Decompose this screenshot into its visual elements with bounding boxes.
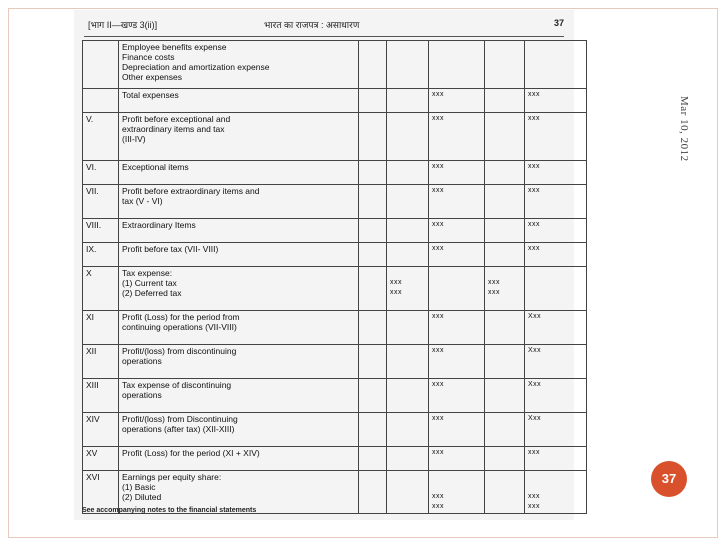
amount-value: xxx [432, 245, 444, 252]
particulars-line: Depreciation and amortization expense [122, 62, 270, 72]
table-row [83, 113, 587, 161]
row-particulars [119, 161, 359, 185]
row-note-cell [359, 113, 387, 161]
amount-value: xxx [432, 347, 444, 354]
particulars-line: (2) Deferred tax [122, 288, 182, 298]
slide-page-badge: 37 [651, 461, 687, 497]
particulars-line: Profit before tax (VII- VIII) [122, 244, 219, 254]
profit-loss-table [82, 40, 587, 514]
amount-cell-b [429, 379, 485, 413]
particulars-line: (III-IV) [122, 134, 146, 144]
amount-cell-b [429, 471, 485, 514]
particulars-line: (1) Basic [122, 482, 156, 492]
amount-cell-b [429, 89, 485, 113]
header-page-number: 37 [553, 18, 564, 28]
particulars-line: continuing operations (VII-VIII) [122, 322, 237, 332]
amount-cell-a [387, 267, 429, 311]
row-note-cell [359, 413, 387, 447]
row-particulars [119, 113, 359, 161]
amount-cell-d [525, 345, 587, 379]
amount-cell-d [525, 89, 587, 113]
particulars-line: Profit/(loss) from discontinuing [122, 346, 237, 356]
amount-cell-b [429, 447, 485, 471]
amount-cell-d [525, 471, 587, 514]
amount-cell-c [485, 161, 525, 185]
table-row [83, 161, 587, 185]
scan-header [88, 16, 564, 32]
amount-value: xxx [432, 493, 444, 500]
particulars-line: (1) Current tax [122, 278, 177, 288]
particulars-line: Profit before extraordinary items and [122, 186, 260, 196]
row-note-cell [359, 447, 387, 471]
amount-cell-a [387, 413, 429, 447]
row-note-cell [359, 89, 387, 113]
row-particulars [119, 379, 359, 413]
amount-cell-a [387, 185, 429, 219]
table-row [83, 447, 587, 471]
amount-cell-c [485, 41, 525, 89]
footnote: See accompanying notes to the financial statements [82, 507, 257, 514]
row-note-cell [359, 219, 387, 243]
amount-cell-a [387, 113, 429, 161]
amount-cell-c [485, 243, 525, 267]
row-note-cell [359, 185, 387, 219]
amount-cell-a [387, 219, 429, 243]
amount-cell-d [525, 243, 587, 267]
amount-cell-a [387, 89, 429, 113]
amount-value: xxx [528, 449, 540, 456]
row-note-cell [359, 379, 387, 413]
row-number: XI [83, 311, 119, 345]
table-row [83, 413, 587, 447]
amount-value: xxx [432, 449, 444, 456]
amount-cell-d [525, 413, 587, 447]
amount-cell-a [387, 41, 429, 89]
amount-cell-d [525, 311, 587, 345]
amount-cell-a [387, 345, 429, 379]
amount-cell-b [429, 243, 485, 267]
row-note-cell [359, 41, 387, 89]
slide-date: Mar 10, 2012 [678, 96, 690, 162]
particulars-line: Other expenses [122, 72, 183, 82]
particulars-line: Tax expense: [122, 268, 173, 278]
table-row [83, 243, 587, 267]
row-number: VI. [83, 161, 119, 185]
particulars-line: Profit/(loss) from Discontinuing [122, 414, 238, 424]
row-particulars [119, 311, 359, 345]
amount-value: xxx [432, 187, 444, 194]
particulars-line: Profit (Loss) for the period (XI + XIV) [122, 448, 260, 458]
amount-cell-d [525, 447, 587, 471]
amount-value: xxx [528, 91, 540, 98]
particulars-line: Extraordinary Items [122, 220, 196, 230]
amount-cell-c [485, 311, 525, 345]
amount-value: xxx [528, 245, 540, 252]
particulars-line: operations [122, 390, 162, 400]
amount-cell-c [485, 89, 525, 113]
row-number [83, 41, 119, 89]
row-note-cell [359, 311, 387, 345]
particulars-line: Total expenses [122, 90, 179, 100]
amount-cell-d [525, 41, 587, 89]
table-row [83, 41, 587, 89]
amount-cell-c [485, 219, 525, 243]
amount-value: xxx [390, 279, 402, 286]
particulars-line: operations [122, 356, 162, 366]
amount-cell-c [485, 413, 525, 447]
table-row [83, 185, 587, 219]
row-number: X [83, 267, 119, 311]
amount-value: xxx [432, 221, 444, 228]
particulars-line: Earnings per equity share: [122, 472, 222, 482]
amount-cell-c [485, 447, 525, 471]
amount-cell-d [525, 219, 587, 243]
amount-value: xxx [432, 381, 444, 388]
particulars-line: Tax expense of discontinuing [122, 380, 232, 390]
row-particulars [119, 89, 359, 113]
row-particulars [119, 447, 359, 471]
table-row [83, 379, 587, 413]
amount-cell-c [485, 185, 525, 219]
row-number: XIV [83, 413, 119, 447]
amount-value: xxx [432, 115, 444, 122]
row-particulars [119, 243, 359, 267]
row-number: XVI [83, 471, 119, 514]
row-note-cell [359, 345, 387, 379]
row-particulars [119, 345, 359, 379]
amount-cell-b [429, 413, 485, 447]
amount-value: Xxx [528, 347, 542, 354]
amount-cell-a [387, 471, 429, 514]
amount-value: xxx [390, 289, 402, 296]
amount-value: xxx [432, 313, 444, 320]
amount-cell-d [525, 185, 587, 219]
scanned-statement-image [74, 10, 574, 520]
amount-value: xxx [432, 163, 444, 170]
amount-value: Xxx [528, 415, 542, 422]
amount-value: xxx [528, 493, 540, 500]
amount-cell-c [485, 267, 525, 311]
amount-value: xxx [528, 187, 540, 194]
amount-cell-b [429, 185, 485, 219]
particulars-line: (2) Diluted [122, 492, 162, 502]
amount-cell-d [525, 379, 587, 413]
amount-cell-a [387, 161, 429, 185]
row-number [83, 89, 119, 113]
table-row [83, 219, 587, 243]
amount-cell-d [525, 267, 587, 311]
amount-cell-d [525, 113, 587, 161]
particulars-line: operations (after tax) (XII-XIII) [122, 424, 235, 434]
amount-cell-b [429, 267, 485, 311]
row-note-cell [359, 267, 387, 311]
amount-cell-c [485, 113, 525, 161]
amount-cell-a [387, 311, 429, 345]
amount-cell-d [525, 161, 587, 185]
row-particulars [119, 185, 359, 219]
row-number: XV [83, 447, 119, 471]
row-number: IX. [83, 243, 119, 267]
table-row [83, 267, 587, 311]
row-particulars [119, 413, 359, 447]
particulars-line: Profit (Loss) for the period from [122, 312, 240, 322]
row-note-cell [359, 471, 387, 514]
row-note-cell [359, 243, 387, 267]
row-number: VIII. [83, 219, 119, 243]
particulars-line: tax (V - VI) [122, 196, 163, 206]
amount-cell-b [429, 345, 485, 379]
amount-value: xxx [488, 279, 500, 286]
amount-value: Xxx [528, 313, 542, 320]
row-number: V. [83, 113, 119, 161]
amount-value: xxx [488, 289, 500, 296]
amount-cell-b [429, 113, 485, 161]
header-gazette-title: भारत का राजपत्र : असाधारण [264, 20, 360, 30]
amount-cell-a [387, 243, 429, 267]
particulars-line: Exceptional items [122, 162, 189, 172]
amount-value: Xxx [528, 381, 542, 388]
table-row [83, 345, 587, 379]
amount-cell-b [429, 161, 485, 185]
row-particulars [119, 219, 359, 243]
amount-cell-c [485, 379, 525, 413]
row-note-cell [359, 161, 387, 185]
amount-cell-b [429, 311, 485, 345]
row-number: XIII [83, 379, 119, 413]
header-part-label: [भाग II—खण्ड 3(ii)] [88, 20, 158, 30]
table-row [83, 89, 587, 113]
amount-cell-b [429, 41, 485, 89]
header-rule [84, 36, 564, 37]
amount-value: xxx [528, 221, 540, 228]
particulars-line: Finance costs [122, 52, 175, 62]
row-number: XII [83, 345, 119, 379]
table-row [83, 311, 587, 345]
amount-cell-a [387, 447, 429, 471]
amount-cell-a [387, 379, 429, 413]
amount-value: xxx [432, 503, 444, 510]
particulars-line: extraordinary items and tax [122, 124, 225, 134]
amount-value: xxx [528, 115, 540, 122]
particulars-line: Profit before exceptional and [122, 114, 231, 124]
amount-value: xxx [528, 163, 540, 170]
row-particulars [119, 41, 359, 89]
row-number: VII. [83, 185, 119, 219]
amount-cell-c [485, 471, 525, 514]
amount-cell-c [485, 345, 525, 379]
particulars-line: Employee benefits expense [122, 42, 227, 52]
amount-value: xxx [432, 91, 444, 98]
amount-value: xxx [528, 503, 540, 510]
row-particulars [119, 267, 359, 311]
amount-cell-b [429, 219, 485, 243]
amount-value: xxx [432, 415, 444, 422]
